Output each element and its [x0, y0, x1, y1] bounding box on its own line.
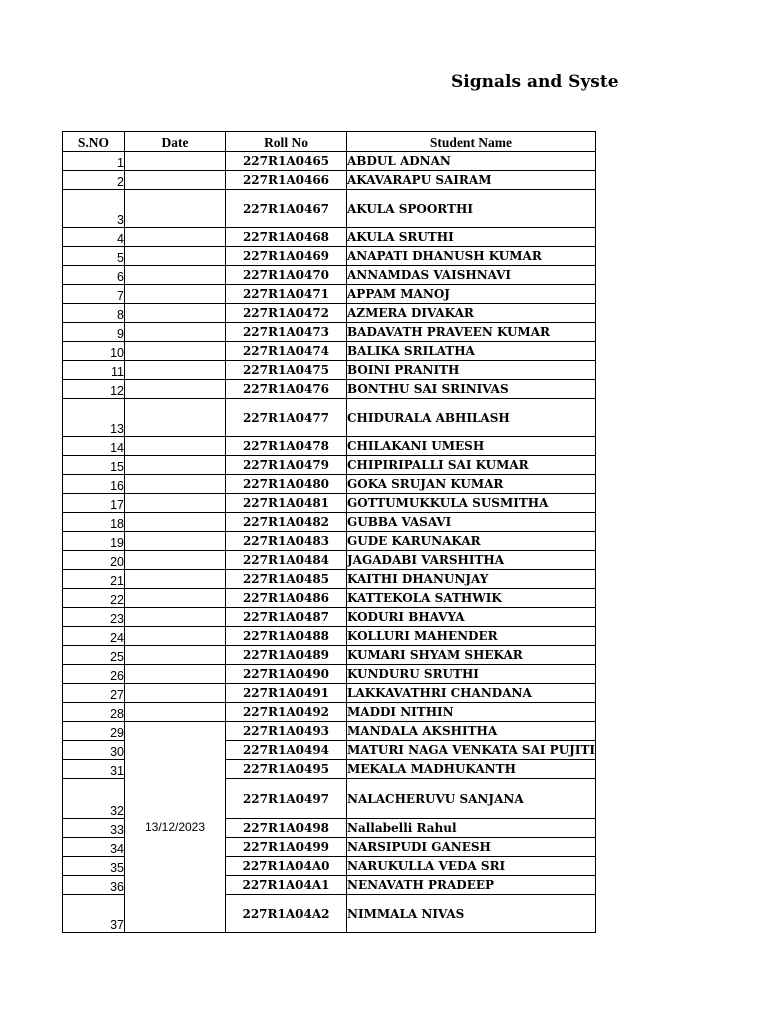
date-cell — [125, 171, 226, 190]
roll-number: 227R1A04A2 — [226, 895, 347, 933]
table-row — [63, 247, 596, 266]
table-body — [63, 152, 596, 933]
serial-number: 2 — [63, 171, 125, 190]
serial-number: 22 — [63, 589, 125, 608]
roll-number: 227R1A0483 — [226, 532, 347, 551]
serial-number: 4 — [63, 228, 125, 247]
date-cell — [125, 513, 226, 532]
student-name: MADDI NITHIN — [347, 703, 596, 722]
roll-number: 227R1A0493 — [226, 722, 347, 741]
roll-number: 227R1A0482 — [226, 513, 347, 532]
student-name: NARSIPUDI GANESH — [347, 838, 596, 857]
table-row — [63, 532, 596, 551]
serial-number: 15 — [63, 456, 125, 475]
table-row — [63, 456, 596, 475]
serial-number: 23 — [63, 608, 125, 627]
serial-number: 19 — [63, 532, 125, 551]
roll-number: 227R1A0495 — [226, 760, 347, 779]
serial-number: 27 — [63, 684, 125, 703]
student-name: Nallabelli Rahul — [347, 819, 596, 838]
roll-number: 227R1A0477 — [226, 399, 347, 437]
date-cell — [125, 437, 226, 456]
roll-number: 227R1A0489 — [226, 646, 347, 665]
student-name: BOINI PRANITH — [347, 361, 596, 380]
student-name: MANDALA AKSHITHA — [347, 722, 596, 741]
student-name: MEKALA MADHUKANTH — [347, 760, 596, 779]
table-row — [63, 646, 596, 665]
student-name: AKAVARAPU SAIRAM — [347, 171, 596, 190]
student-name: ANNAMDAS VAISHNAVI — [347, 266, 596, 285]
date-cell — [125, 247, 226, 266]
roll-number: 227R1A0497 — [226, 779, 347, 819]
roll-number: 227R1A0478 — [226, 437, 347, 456]
table-row — [63, 703, 596, 722]
student-name: NENAVATH PRADEEP — [347, 876, 596, 895]
roll-number: 227R1A04A0 — [226, 857, 347, 876]
student-name: GOKA SRUJAN KUMAR — [347, 475, 596, 494]
roll-number: 227R1A0470 — [226, 266, 347, 285]
roll-number: 227R1A0469 — [226, 247, 347, 266]
roll-number: 227R1A0476 — [226, 380, 347, 399]
table-row — [63, 285, 596, 304]
header-row — [63, 132, 596, 152]
table-row — [63, 323, 596, 342]
header-sno: S.NO — [63, 132, 125, 152]
date-cell — [125, 456, 226, 475]
table-row — [63, 513, 596, 532]
attendance-table — [62, 131, 596, 933]
table-row — [63, 304, 596, 323]
student-name: JAGADABI VARSHITHA — [347, 551, 596, 570]
date-cell — [125, 475, 226, 494]
serial-number: 29 — [63, 722, 125, 741]
serial-number: 32 — [63, 779, 125, 819]
student-name: KATTEKOLA SATHWIK — [347, 589, 596, 608]
date-cell — [125, 551, 226, 570]
serial-number: 16 — [63, 475, 125, 494]
roll-number: 227R1A0481 — [226, 494, 347, 513]
student-name: ABDUL ADNAN — [347, 152, 596, 171]
table-row — [63, 171, 596, 190]
roll-number: 227R1A0486 — [226, 589, 347, 608]
roll-number: 227R1A0466 — [226, 171, 347, 190]
date-cell — [125, 532, 226, 551]
serial-number: 14 — [63, 437, 125, 456]
serial-number: 28 — [63, 703, 125, 722]
date-cell — [125, 665, 226, 684]
student-name: NIMMALA NIVAS — [347, 895, 596, 933]
serial-number: 7 — [63, 285, 125, 304]
table-row — [63, 589, 596, 608]
student-name: CHIPIRIPALLI SAI KUMAR — [347, 456, 596, 475]
table-row — [63, 266, 596, 285]
serial-number: 30 — [63, 741, 125, 760]
date-cell — [125, 684, 226, 703]
date-cell — [125, 266, 226, 285]
student-name: MATURI NAGA VENKATA SAI PUJITI — [347, 741, 596, 760]
student-name: APPAM MANOJ — [347, 285, 596, 304]
table-row — [63, 361, 596, 380]
header-date: Date — [125, 132, 226, 152]
roll-number: 227R1A0488 — [226, 627, 347, 646]
student-name: AZMERA DIVAKAR — [347, 304, 596, 323]
student-name: ANAPATI DHANUSH KUMAR — [347, 247, 596, 266]
date-cell — [125, 608, 226, 627]
roll-number: 227R1A0492 — [226, 703, 347, 722]
roll-number: 227R1A0473 — [226, 323, 347, 342]
date-cell — [125, 323, 226, 342]
table-row — [63, 228, 596, 247]
table-row — [63, 608, 596, 627]
student-name: KUMARI SHYAM SHEKAR — [347, 646, 596, 665]
roll-number: 227R1A0471 — [226, 285, 347, 304]
student-name: KAITHI DHANUNJAY — [347, 570, 596, 589]
serial-number: 21 — [63, 570, 125, 589]
date-cell — [125, 342, 226, 361]
roll-number: 227R1A0498 — [226, 819, 347, 838]
header-student-name: Student Name — [347, 132, 596, 152]
roll-number: 227R1A04A1 — [226, 876, 347, 895]
roll-number: 227R1A0487 — [226, 608, 347, 627]
serial-number: 18 — [63, 513, 125, 532]
roll-number: 227R1A0475 — [226, 361, 347, 380]
table-row — [63, 190, 596, 228]
date-cell — [125, 570, 226, 589]
serial-number: 12 — [63, 380, 125, 399]
serial-number: 25 — [63, 646, 125, 665]
roll-number: 227R1A0467 — [226, 190, 347, 228]
table-row — [63, 342, 596, 361]
serial-number: 34 — [63, 838, 125, 857]
date-cell — [125, 589, 226, 608]
serial-number: 24 — [63, 627, 125, 646]
table-row — [63, 722, 596, 741]
page-title: Signals and Syste — [451, 72, 619, 92]
date-cell — [125, 380, 226, 399]
serial-number: 5 — [63, 247, 125, 266]
student-name: NARUKULLA VEDA SRI — [347, 857, 596, 876]
table-row — [63, 684, 596, 703]
date-cell — [125, 152, 226, 171]
serial-number: 11 — [63, 361, 125, 380]
date-cell — [125, 285, 226, 304]
roll-number: 227R1A0485 — [226, 570, 347, 589]
table-row — [63, 570, 596, 589]
roll-number: 227R1A0494 — [226, 741, 347, 760]
table-row — [63, 665, 596, 684]
student-name: KUNDURU SRUTHI — [347, 665, 596, 684]
table-row — [63, 437, 596, 456]
serial-number: 37 — [63, 895, 125, 933]
serial-number: 10 — [63, 342, 125, 361]
serial-number: 3 — [63, 190, 125, 228]
date-cell — [125, 646, 226, 665]
serial-number: 8 — [63, 304, 125, 323]
roll-number: 227R1A0479 — [226, 456, 347, 475]
serial-number: 20 — [63, 551, 125, 570]
student-name: LAKKAVATHRI CHANDANA — [347, 684, 596, 703]
roll-number: 227R1A0472 — [226, 304, 347, 323]
serial-number: 36 — [63, 876, 125, 895]
student-name: NALACHERUVU SANJANA — [347, 779, 596, 819]
table-row — [63, 494, 596, 513]
serial-number: 26 — [63, 665, 125, 684]
date-cell — [125, 399, 226, 437]
header-roll-no: Roll No — [226, 132, 347, 152]
student-name: GUDE KARUNAKAR — [347, 532, 596, 551]
roll-number: 227R1A0490 — [226, 665, 347, 684]
student-name: GOTTUMUKKULA SUSMITHA — [347, 494, 596, 513]
serial-number: 1 — [63, 152, 125, 171]
table-row — [63, 475, 596, 494]
student-name: BADAVATH PRAVEEN KUMAR — [347, 323, 596, 342]
date-cell — [125, 304, 226, 323]
table-row — [63, 399, 596, 437]
serial-number: 13 — [63, 399, 125, 437]
roll-number: 227R1A0474 — [226, 342, 347, 361]
roll-number: 227R1A0468 — [226, 228, 347, 247]
serial-number: 6 — [63, 266, 125, 285]
student-name: CHIDURALA ABHILASH — [347, 399, 596, 437]
date-cell — [125, 627, 226, 646]
date-cell — [125, 361, 226, 380]
date-cell — [125, 228, 226, 247]
table-row — [63, 627, 596, 646]
student-name: BALIKA SRILATHA — [347, 342, 596, 361]
roll-number: 227R1A0499 — [226, 838, 347, 857]
student-name: KOLLURI MAHENDER — [347, 627, 596, 646]
table-row — [63, 152, 596, 171]
student-name: KODURI BHAVYA — [347, 608, 596, 627]
table-row — [63, 380, 596, 399]
serial-number: 35 — [63, 857, 125, 876]
date-cell — [125, 190, 226, 228]
date-cell — [125, 494, 226, 513]
serial-number: 9 — [63, 323, 125, 342]
student-name: BONTHU SAI SRINIVAS — [347, 380, 596, 399]
student-name: AKULA SRUTHI — [347, 228, 596, 247]
merged-date-cell: 13/12/2023 — [125, 722, 226, 933]
student-name: GUBBA VASAVI — [347, 513, 596, 532]
serial-number: 33 — [63, 819, 125, 838]
roll-number: 227R1A0491 — [226, 684, 347, 703]
serial-number: 31 — [63, 760, 125, 779]
roll-number: 227R1A0480 — [226, 475, 347, 494]
roll-number: 227R1A0484 — [226, 551, 347, 570]
serial-number: 17 — [63, 494, 125, 513]
date-cell — [125, 703, 226, 722]
student-name: CHILAKANI UMESH — [347, 437, 596, 456]
student-name: AKULA SPOORTHI — [347, 190, 596, 228]
roll-number: 227R1A0465 — [226, 152, 347, 171]
table-row — [63, 551, 596, 570]
